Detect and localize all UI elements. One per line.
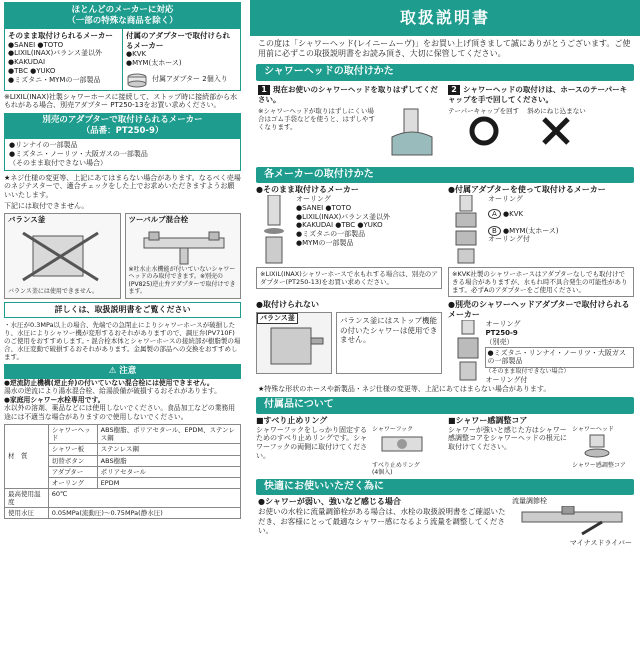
warning-item: 水以外の溶剤、薬品などには使用しないでください。食品加工などの業務用途には不適当な場合がありますので使用しないでください。 (4, 404, 236, 421)
faucet-icon (134, 228, 234, 268)
maker-item: ●ミズタニの一部製品 (296, 230, 366, 238)
shower-hook-icon (372, 433, 432, 459)
separate-adapter-title: ●別売のシャワーヘッドアダプターで取付けられるメーカー (448, 300, 630, 320)
spec-part: 切替ボタン (48, 455, 97, 466)
balance-bath-icon (257, 324, 331, 370)
special-note: ★特殊な形状のホースや新製品・ネジ仕様の変更等、上記にあてはまらない場合があります。 (258, 385, 551, 394)
separate-makers-note: （そのまま取付できない場合） (485, 368, 570, 376)
pressure-label: 使用水圧 (5, 508, 49, 519)
step-2 (448, 85, 632, 163)
label-b: B (488, 226, 501, 236)
separate-makers: ●ミズタニ・リンナイ・ノーリツ・大阪ガスの一部製品 (485, 347, 634, 369)
step-text: 現在お使いのシャワーヘッドを取りはずしてください。 (258, 84, 438, 104)
balance-figure (4, 213, 121, 299)
cannot-install-label: 下記には取付できません。 (4, 201, 89, 210)
temp-label: 最高使用温度 (5, 488, 49, 507)
flow-valve-label: 流量調節栓 (512, 497, 547, 506)
intro-text: この度は「シャワーヘッド(レイニームーヴ)」をお買い上げ頂きまして誠にありがとうございます。ご使用前に必ずこの取扱説明書をお読み頂き、大切に保管してください。 (258, 39, 631, 58)
ring-count: (4個入) (372, 469, 393, 477)
lixil-note: ※LIXIL(INAX)社製シャワーホースに接続して、ストップ時に接続部から水もれがある場合、別売アダプター PT250-13をお買い求めください。 (4, 92, 238, 110)
shower-head-icon (256, 195, 292, 265)
right-column (250, 0, 640, 661)
balance-figure-title: バランス釜 (8, 214, 46, 224)
maker-item: ●LIXIL(INAX)バランス釜以外 (296, 212, 390, 221)
spec-part: シャワーヘッド (48, 425, 97, 444)
wrong-x-icon (536, 115, 576, 147)
kvk-note: ※KVK社製のシャワーホースはアダプターなしでも取付けできる場合がありますが、水もれ時不具合発生の可能性があります。必ずAのアダプターをご使用ください。 (448, 267, 634, 297)
balance-figure-caption: バランス釜には使用できません。 (8, 288, 99, 295)
hand-remove-icon (382, 107, 442, 157)
maker-item: ●LIXIL(INAX)バランス釜以外 ●KAKUDAI (8, 49, 102, 67)
direct-makers-cell (5, 29, 122, 89)
flow-core-section (448, 416, 634, 477)
adapter-icon (126, 72, 148, 88)
comfort-text: お使いの水栓に流量調節栓がある場合は、水栓の取扱説明書をご確認いただき、お客様にとって最適なシャワー感になるよう流量を調整してください。 (258, 507, 506, 535)
prohibited-icon (13, 228, 113, 283)
balance-label: バランス釜 (257, 313, 298, 324)
faucet-valve-icon (512, 506, 632, 536)
direct-install-section (256, 185, 442, 297)
warning-item: ●逆流防止機構(逆止弁)の付いていない混合栓には使用できません。 (4, 378, 214, 387)
oring-label: オーリング (488, 195, 523, 203)
maker-item: ●SANEI ●TOTO (296, 203, 352, 212)
flow-core-text: シャワーが強いと感じた方はシャワー感調整コアをシャワーヘッドの根元に取付けてください。 (448, 425, 567, 452)
warning-item: ●家庭用シャワー水栓専用です。 (4, 395, 105, 404)
slip-ring-section (256, 416, 442, 477)
step-number: 1 (258, 85, 270, 95)
step-text: シャワーヘッドの取付けは、ホースのテーパーキャップを手で回してください。 (448, 84, 628, 104)
comfort-heading: 快適にお使いいただく為に (256, 479, 634, 496)
slip-ring-text: シャワーフックをしっかり固定するためのすべり止めリングです。シャワーフックの両側に取付けてください。 (256, 425, 368, 460)
left-column (0, 0, 245, 661)
separate-adapter-icon (448, 320, 481, 382)
core-label: シャワー感調整コア (572, 461, 626, 469)
two-valve-figure (125, 213, 242, 299)
maker-item: ●MYMの一部製品 (296, 238, 354, 247)
two-valve-figure-title: ツーバルブ混合栓 (128, 214, 189, 224)
adapter-install-section (448, 185, 634, 297)
spec-material: ステンレス鋼 (97, 444, 240, 455)
ring-label: すべり止めリング (372, 461, 420, 469)
material-label: 材 質 (5, 425, 49, 489)
spec-material: ABS樹脂 (97, 455, 240, 466)
adapter-makers-cell (122, 29, 240, 89)
spec-table (4, 424, 241, 519)
spec-material: ポリアセタール (97, 466, 240, 477)
slip-ring-title: ■すべり止めリング (256, 415, 328, 425)
product-code: PT250-9 (485, 329, 518, 338)
oring-with-label: オーリング付 (488, 235, 530, 244)
two-valve-figure-caption: ※吐水止水機能が付いていないシャワーヘッドのみ取付できます。※別売の(PV825)逆止弁アダプターで取付けできます。 (128, 265, 236, 295)
warning-bar: ⚠ 注意 (4, 364, 241, 379)
details-text: ・水圧が0.3MPa以上の場合、先端での急閉止によりシャワーホースが破損したり、水圧によりシャワー機が変形するおそれがありますので、調圧弁(PV710F)のご使用をおすすめします。・混合栓本体とシャワーホースの接続部が樹脂製の場合、水圧変動で破損するおそれがあります。金属製の部品への交換をおすすめします。 (4, 320, 241, 361)
spec-material: ABS樹脂、ポリアセタール、EPDM、ステンレス鋼 (97, 425, 240, 444)
pressure-value: 0.05MPa(流動圧)〜0.75MPa(静水圧) (48, 508, 240, 519)
details-bar: 詳しくは、取扱説明書をご覧ください (4, 302, 241, 318)
separate-adapter-box (4, 138, 241, 170)
spec-part: アダプター (48, 466, 97, 477)
cannot-install-title: ●取付けられない (256, 300, 319, 310)
maker-item: ●ミズタニ・ノーリツ・大阪ガスの一部製品 (9, 150, 148, 158)
direct-makers-title: そのまま取付けられるメーカー (8, 31, 113, 41)
no-slant-label: 斜めにねじ込まない (527, 106, 586, 115)
spec-material: EPDM (97, 477, 240, 488)
separate-adapter-heading: 別売のアダプターで取付けられるメーカー （品番：PT250-9） (4, 113, 241, 138)
spec-part: オーリング (48, 477, 97, 488)
manual-title: 取扱説明書 (250, 0, 640, 36)
shower-head-label: シャワーヘッド (572, 425, 614, 433)
oring-with-label: オーリング付 (485, 375, 528, 384)
spec-part: シャワー板 (48, 444, 97, 455)
maker-item: ●SANEI ●TOTO (8, 40, 64, 49)
warning-icon: ⚠ (108, 366, 120, 377)
screwdriver-label: マイナスドライバー (569, 538, 632, 547)
taper-cap-label: テーパーキャップを回す (448, 106, 520, 115)
flow-core-title: ■シャワー感調整コア (448, 415, 528, 425)
cannot-install-text: バランス釜にはストップ機能の付いたシャワーは使用できません。 (336, 312, 442, 374)
flow-core-icon (572, 433, 622, 459)
maker-item: （そのまま取付できない場合） (9, 158, 107, 167)
comfort-title: ●シャワーが弱い、強いなど感じる場合 (258, 497, 401, 507)
correct-o-icon (464, 115, 504, 147)
adapter-makers-title: 付属のアダプターで取付けられるメーカー (126, 31, 230, 50)
maker-item: ●KAKUDAI ●TBC ●YUKO (296, 221, 383, 230)
direct-install-title: ●そのまま取付けるメーカー (256, 185, 359, 194)
step-1 (258, 85, 442, 163)
adapter-caption: 付属アダプター 2個入り (152, 75, 228, 84)
compatibility-box (4, 2, 241, 91)
install-heading: シャワーヘッドの取付けかた (256, 64, 634, 81)
lixil-leak-note: ※LIXIL(INAX)シャワーホースで水もれする場合は、別売のアダプター(PT250-13)をお買い求めください。 (256, 267, 442, 289)
adapter-stack-icon (448, 195, 484, 265)
maker-item: ●KVK (503, 209, 524, 218)
label-a: A (488, 209, 501, 219)
compatibility-heading: ほとんどのメーカーに対応 （一部の特殊な商品を除く） (5, 3, 240, 28)
balance-figure-right (256, 312, 332, 374)
maker-item: ●KVK (126, 50, 147, 58)
oring-label: オーリング (296, 195, 331, 203)
separate-adapter-section (448, 300, 634, 384)
parts-heading: 付属品について (256, 397, 634, 414)
hook-label: シャワーフック (372, 425, 414, 433)
product-code-sub: （別売） (485, 337, 514, 346)
maker-item: ●MYM(太ホース) (503, 226, 559, 235)
spec-change-note: ★ネジ仕様の変更等、上記にあてはまらない場合があります。なるべく売場のネジテスターで、適合チェックをした上でお求めいただきますようお願いいたします。 (4, 173, 241, 199)
maker-item: ●リンナイの一部製品 (9, 141, 78, 150)
maker-item: ●TBC ●YUKO (8, 66, 56, 75)
cannot-install-section (256, 300, 442, 384)
step-number: 2 (448, 85, 460, 95)
maker-item: ●MYM(太ホース) (126, 58, 182, 67)
oring-label: オーリング (485, 320, 521, 329)
step-note: ※シャワーヘッドが取りはずしにくい場合はゴム手袋などを使うと、はずしやすくなります。 (258, 106, 375, 131)
maker-item: ●ミズタニ・MYMの一部製品 (8, 75, 101, 84)
temp-value: 60℃ (48, 488, 240, 507)
adapter-install-title: ●付属アダプターを使って取付けるメーカー (448, 185, 606, 194)
maker-install-heading: 各メーカーの取付けかた (256, 167, 634, 184)
warning-item: 湯水の逆流により湯水混合栓、給湯設備が破損するおそれがあります。 (4, 387, 221, 396)
